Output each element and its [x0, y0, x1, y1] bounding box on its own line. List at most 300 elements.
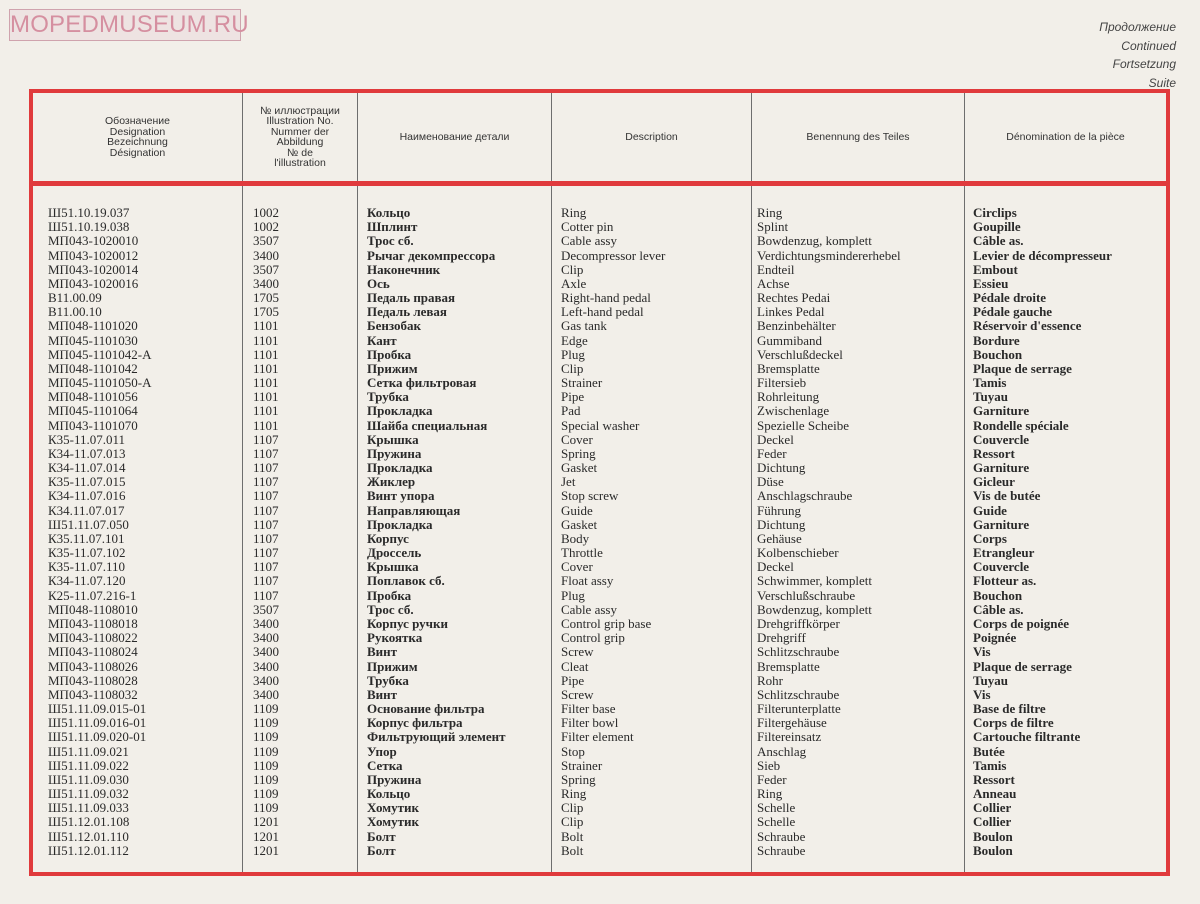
part-name-ru: Основание фильтра — [367, 701, 485, 717]
part-name-de: Linkes Pedal — [757, 304, 825, 320]
illustration-number: 1101 — [253, 346, 279, 362]
part-designation: К35-11.07.015 — [48, 474, 126, 490]
part-name-ru: Педаль левая — [367, 304, 447, 320]
continued-fr: Suite — [1148, 75, 1176, 90]
part-name-fr: Bordure — [973, 332, 1020, 348]
table-row — [33, 801, 1166, 815]
illustration-number: 1101 — [253, 417, 279, 433]
part-name-de: Schlitzschraube — [757, 686, 840, 702]
table-row — [33, 390, 1166, 404]
table-row — [33, 759, 1166, 773]
part-designation: К34-11.07.016 — [48, 488, 126, 504]
part-name-fr: Levier de décompresseur — [973, 247, 1112, 263]
part-name-ru: Ось — [367, 275, 390, 291]
part-name-ru: Корпус — [367, 530, 409, 546]
table-row — [33, 206, 1166, 220]
part-name-fr: Vis — [973, 686, 991, 702]
part-designation: МП043-1108022 — [48, 630, 138, 646]
illustration-number: 1107 — [253, 460, 279, 476]
part-name-fr: Ressort — [973, 445, 1015, 461]
part-description-en: Pipe — [561, 389, 585, 405]
continued-label — [1099, 18, 1176, 92]
table-row — [33, 844, 1166, 858]
part-description-en: Bolt — [561, 842, 584, 858]
part-designation: МП043-1020012 — [48, 247, 139, 263]
part-name-de: Feder — [757, 445, 787, 461]
part-name-ru: Пробка — [367, 587, 412, 603]
part-name-ru: Сетка фильтровая — [367, 375, 477, 391]
part-designation: В11.00.10 — [48, 304, 102, 320]
table-row — [33, 773, 1166, 787]
illustration-number: 1101 — [253, 360, 279, 376]
part-description-en: Cable assy — [561, 601, 617, 617]
part-name-ru: Прокладка — [367, 460, 433, 476]
part-designation: Ш51.11.09.015-01 — [48, 701, 147, 717]
part-name-fr: Tamis — [973, 375, 1007, 391]
part-name-fr: Garniture — [973, 460, 1030, 476]
part-name-de: Benzinbehälter — [757, 318, 836, 334]
part-designation: К34-11.07.013 — [48, 445, 126, 461]
part-description-en: Gas tank — [561, 318, 607, 334]
part-name-ru: Трос сб. — [367, 601, 414, 617]
table-row — [33, 249, 1166, 263]
part-designation: К35-11.07.110 — [48, 559, 126, 575]
part-description-en: Gasket — [561, 516, 598, 532]
part-designation: МП043-1020016 — [48, 275, 139, 291]
table-row — [33, 518, 1166, 532]
header-name-ru-text: Наименование детали — [399, 130, 510, 143]
part-name-ru: Болт — [367, 842, 396, 858]
part-name-fr: Pédale droite — [973, 290, 1047, 306]
table-row — [33, 532, 1166, 546]
part-name-de: Führung — [757, 502, 802, 518]
part-name-ru: Трубка — [367, 672, 409, 688]
table-row — [33, 560, 1166, 574]
part-description-en: Jet — [561, 474, 576, 490]
part-name-fr: Boulon — [973, 842, 1013, 858]
part-name-fr: Pédale gauche — [973, 304, 1053, 320]
part-name-ru: Винт — [367, 686, 398, 702]
part-description-en: Throttle — [561, 545, 603, 561]
part-name-fr: Cartouche filtrante — [973, 729, 1081, 745]
part-name-de: Endteil — [757, 261, 795, 277]
part-name-fr: Embout — [973, 261, 1018, 277]
part-name-ru: Винт упора — [367, 488, 435, 504]
part-name-fr: Gicleur — [973, 474, 1015, 490]
table-row — [33, 433, 1166, 447]
illustration-number: 1107 — [253, 445, 279, 461]
part-name-fr: Corps — [973, 530, 1007, 546]
part-name-de: Schelle — [757, 814, 796, 830]
part-description-en: Ring — [561, 205, 587, 220]
part-description-en: Cleat — [561, 658, 589, 674]
header-illustration-no-text: № иллюстрации Illustration No. Nummer der Abbildung № de l'illustration — [260, 104, 340, 169]
part-designation: МП045-1101030 — [48, 332, 138, 348]
table-row — [33, 475, 1166, 489]
part-name-de: Filterunterplatte — [757, 701, 841, 717]
illustration-number: 1201 — [253, 842, 279, 858]
part-description-en: Cover — [561, 559, 593, 575]
part-description-en: Bolt — [561, 828, 584, 844]
table-row — [33, 348, 1166, 362]
table-row — [33, 787, 1166, 801]
illustration-number: 1201 — [253, 828, 279, 844]
part-name-ru: Пробка — [367, 346, 412, 362]
table-row — [33, 234, 1166, 248]
illustration-number: 1109 — [253, 743, 279, 759]
part-name-fr: Vis de butée — [973, 488, 1041, 504]
part-name-fr: Réservoir d'essence — [973, 318, 1082, 334]
illustration-number: 3400 — [253, 672, 279, 688]
illustration-number: 1107 — [253, 587, 279, 603]
illustration-number: 3400 — [253, 275, 279, 291]
illustration-number: 1705 — [253, 304, 279, 320]
table-row — [33, 745, 1166, 759]
part-description-en: Edge — [561, 332, 588, 348]
part-description-en: Plug — [561, 587, 585, 603]
table-row — [33, 220, 1166, 234]
part-name-ru: Жиклер — [367, 474, 416, 490]
part-description-en: Filter element — [561, 729, 634, 745]
part-designation: К35.11.07.101 — [48, 530, 125, 546]
illustration-number: 1002 — [253, 219, 279, 235]
header-name-ru — [358, 93, 551, 181]
part-description-en: Body — [561, 530, 590, 546]
part-name-ru: Поплавок сб. — [367, 573, 445, 589]
part-description-en: Clip — [561, 360, 584, 376]
continued-en: Continued — [1121, 38, 1176, 53]
part-name-fr: Circlips — [973, 205, 1017, 220]
part-description-en: Control grip — [561, 630, 625, 646]
part-name-fr: Couvercle — [973, 431, 1030, 447]
part-name-de: Dichtung — [757, 516, 806, 532]
part-name-fr: Etrangleur — [973, 545, 1035, 561]
table-row — [33, 702, 1166, 716]
part-description-en: Right-hand pedal — [561, 290, 651, 306]
part-name-de: Ring — [757, 786, 783, 802]
header-designation — [33, 93, 242, 181]
illustration-number: 1107 — [253, 474, 279, 490]
part-name-fr: Collier — [973, 800, 1012, 816]
illustration-number: 1107 — [253, 545, 279, 561]
part-name-fr: Collier — [973, 814, 1012, 830]
table-row — [33, 631, 1166, 645]
part-name-ru: Шайба специальная — [367, 417, 488, 433]
part-name-de: Gehäuse — [757, 530, 802, 546]
part-designation: К35-11.07.011 — [48, 431, 126, 447]
table-row — [33, 334, 1166, 348]
part-name-ru: Кольцо — [367, 786, 411, 802]
part-description-en: Clip — [561, 261, 584, 277]
part-description-en: Gasket — [561, 460, 598, 476]
part-name-de: Drehgriffkörper — [757, 615, 840, 631]
part-name-fr: Ressort — [973, 771, 1015, 787]
illustration-number: 1002 — [253, 205, 279, 220]
part-description-en: Ring — [561, 786, 587, 802]
part-name-de: Deckel — [757, 431, 794, 447]
table-row — [33, 263, 1166, 277]
parts-table-body — [33, 206, 1166, 858]
part-name-fr: Plaque de serrage — [973, 658, 1072, 674]
part-name-de: Achse — [757, 275, 790, 291]
part-name-ru: Направляющая — [367, 502, 461, 518]
illustration-number: 1107 — [253, 502, 279, 518]
table-row — [33, 603, 1166, 617]
parts-table — [29, 89, 1170, 876]
part-description-en: Decompressor lever — [561, 247, 666, 263]
part-designation: Ш51.12.01.108 — [48, 814, 130, 830]
part-name-fr: Tuyau — [973, 389, 1008, 405]
illustration-number: 1109 — [253, 771, 279, 787]
part-name-fr: Bouchon — [973, 346, 1023, 362]
part-name-ru: Болт — [367, 828, 396, 844]
part-name-fr: Poignée — [973, 630, 1017, 646]
part-description-en: Cover — [561, 431, 593, 447]
part-name-de: Schraube — [757, 828, 806, 844]
part-name-fr: Tuyau — [973, 672, 1008, 688]
part-name-fr: Garniture — [973, 516, 1030, 532]
part-designation: К35-11.07.102 — [48, 545, 126, 561]
part-name-ru: Наконечник — [367, 261, 441, 277]
part-name-ru: Прокладка — [367, 516, 433, 532]
illustration-number: 1107 — [253, 573, 279, 589]
part-designation: Ш51.12.01.110 — [48, 828, 129, 844]
part-name-ru: Прижим — [367, 658, 418, 674]
part-name-de: Ring — [757, 205, 783, 220]
part-designation: МП043-1108024 — [48, 644, 138, 660]
table-row — [33, 617, 1166, 631]
part-description-en: Screw — [561, 686, 594, 702]
illustration-number: 1109 — [253, 757, 279, 773]
part-name-de: Bremsplatte — [757, 360, 820, 376]
part-name-fr: Câble as. — [973, 601, 1024, 617]
table-row — [33, 674, 1166, 688]
part-designation: МП048-1101020 — [48, 318, 138, 334]
part-designation: Ш51.11.09.030 — [48, 771, 129, 787]
illustration-number: 3400 — [253, 630, 279, 646]
illustration-number: 1101 — [253, 389, 279, 405]
part-designation: МП043-1108028 — [48, 672, 138, 688]
column-divider — [964, 93, 965, 181]
part-description-en: Strainer — [561, 757, 603, 773]
part-name-de: Verschlußschraube — [757, 587, 856, 603]
part-name-de: Splint — [757, 219, 789, 235]
part-name-ru: Корпус фильтра — [367, 715, 463, 731]
part-description-en: Spring — [561, 445, 596, 461]
part-name-ru: Кольцо — [367, 205, 411, 220]
part-description-en: Pad — [561, 403, 581, 419]
part-description-en: Guide — [561, 502, 593, 518]
part-designation: МП043-1020010 — [48, 233, 139, 249]
part-designation: МП043-1108032 — [48, 686, 138, 702]
table-row — [33, 277, 1166, 291]
illustration-number: 3507 — [253, 233, 279, 249]
illustration-number: 1107 — [253, 530, 279, 546]
part-name-de: Schelle — [757, 800, 796, 816]
illustration-number: 1109 — [253, 715, 279, 731]
continued-de: Fortsetzung — [1112, 57, 1176, 71]
part-description-en: Clip — [561, 814, 584, 830]
part-designation: МП043-1108018 — [48, 615, 138, 631]
illustration-number: 1107 — [253, 559, 279, 575]
part-name-fr: Guide — [973, 502, 1007, 518]
illustration-number: 3400 — [253, 658, 279, 674]
part-description-en: Cotter pin — [561, 219, 614, 235]
table-row — [33, 461, 1166, 475]
part-name-ru: Рычаг декомпрессора — [367, 247, 496, 263]
table-row — [33, 404, 1166, 418]
part-name-ru: Педаль правая — [367, 290, 456, 306]
illustration-number: 1101 — [253, 375, 279, 391]
part-name-de: Rechtes Pedai — [757, 290, 831, 306]
part-name-fr: Plaque de serrage — [973, 360, 1072, 376]
part-designation: К25-11.07.216-1 — [48, 587, 137, 603]
illustration-number: 3400 — [253, 686, 279, 702]
table-row — [33, 688, 1166, 702]
part-description-en: Stop screw — [561, 488, 619, 504]
part-name-de: Zwischenlage — [757, 403, 830, 419]
part-name-ru: Пружина — [367, 771, 422, 787]
part-name-fr: Câble as. — [973, 233, 1024, 249]
illustration-number: 1101 — [253, 318, 279, 334]
header-separator — [33, 181, 1166, 186]
header-name-de — [752, 93, 964, 181]
part-name-fr: Corps de poignée — [973, 615, 1070, 631]
part-name-de: Schraube — [757, 842, 806, 858]
table-row — [33, 645, 1166, 659]
part-name-ru: Крышка — [367, 559, 419, 575]
part-name-ru: Кант — [367, 332, 397, 348]
part-name-de: Deckel — [757, 559, 794, 575]
table-row — [33, 815, 1166, 829]
part-designation: Ш51.11.09.032 — [48, 786, 129, 802]
part-designation: МП043-1101070 — [48, 417, 138, 433]
part-name-ru: Крышка — [367, 431, 419, 447]
part-name-fr: Rondelle spéciale — [973, 417, 1069, 433]
part-name-ru: Трос сб. — [367, 233, 414, 249]
part-name-fr: Corps de filtre — [973, 715, 1054, 731]
part-name-ru: Рукоятка — [367, 630, 423, 646]
part-designation: Ш51.11.09.022 — [48, 757, 129, 773]
part-description-en: Filter bowl — [561, 715, 619, 731]
table-row — [33, 716, 1166, 730]
part-description-en: Cable assy — [561, 233, 617, 249]
part-description-en: Strainer — [561, 375, 603, 391]
header-description-en-text: Description — [625, 130, 678, 143]
part-name-de: Bremsplatte — [757, 658, 820, 674]
table-row — [33, 504, 1166, 518]
table-row — [33, 830, 1166, 844]
illustration-number: 1101 — [253, 332, 279, 348]
part-name-fr: Garniture — [973, 403, 1030, 419]
part-name-de: Düse — [757, 474, 784, 490]
part-description-en: Spring — [561, 771, 596, 787]
part-designation: Ш51.11.09.021 — [48, 743, 129, 759]
part-designation: Ш51.11.09.033 — [48, 800, 129, 816]
illustration-number: 1107 — [253, 431, 279, 447]
part-name-de: Bowdenzug, komplett — [757, 233, 872, 249]
part-name-fr: Boulon — [973, 828, 1013, 844]
table-row — [33, 730, 1166, 744]
part-description-en: Screw — [561, 644, 594, 660]
part-designation: К34.11.07.017 — [48, 502, 125, 518]
part-name-de: Dichtung — [757, 460, 806, 476]
part-name-ru: Корпус ручки — [367, 615, 448, 631]
part-name-ru: Дроссель — [367, 545, 422, 561]
part-designation: В11.00.09 — [48, 290, 102, 306]
part-name-ru: Пружина — [367, 445, 422, 461]
watermark-logo: MOPEDMUSEUM.RU — [9, 9, 241, 41]
continued-ru: Продолжение — [1099, 20, 1176, 34]
illustration-number: 1101 — [253, 403, 279, 419]
part-description-en: Filter base — [561, 701, 616, 717]
part-designation: Ш51.12.01.112 — [48, 842, 129, 858]
part-name-ru: Хомутик — [367, 800, 419, 816]
illustration-number: 1109 — [253, 729, 279, 745]
column-divider — [242, 93, 243, 181]
part-name-ru: Трубка — [367, 389, 409, 405]
part-name-ru: Хомутик — [367, 814, 419, 830]
part-description-en: Left-hand pedal — [561, 304, 644, 320]
part-name-de: Drehgriff — [757, 630, 806, 646]
part-name-ru: Бензобак — [367, 318, 421, 334]
part-name-de: Sieb — [757, 757, 781, 773]
part-designation: Ш51.11.09.020-01 — [48, 729, 147, 745]
part-name-de: Bowdenzug, komplett — [757, 601, 872, 617]
part-designation: МП045-1101042-А — [48, 346, 152, 362]
part-name-fr: Tamis — [973, 757, 1007, 773]
table-row — [33, 447, 1166, 461]
header-name-fr — [965, 93, 1166, 181]
part-name-de: Feder — [757, 771, 787, 787]
part-name-ru: Фильтрующий элемент — [367, 729, 506, 745]
part-name-de: Schwimmer, komplett — [757, 573, 873, 589]
part-name-de: Rohr — [757, 672, 783, 688]
part-description-en: Axle — [561, 275, 587, 291]
table-row — [33, 489, 1166, 503]
illustration-number: 3507 — [253, 601, 279, 617]
illustration-number: 1107 — [253, 488, 279, 504]
illustration-number: 1201 — [253, 814, 279, 830]
part-name-ru: Сетка — [367, 757, 403, 773]
illustration-number: 1109 — [253, 800, 279, 816]
header-description-en — [552, 93, 751, 181]
part-designation: К34-11.07.120 — [48, 573, 126, 589]
part-name-fr: Flotteur as. — [973, 573, 1037, 589]
part-name-fr: Bouchon — [973, 587, 1023, 603]
part-name-de: Verschlußdeckel — [757, 346, 843, 362]
part-designation: МП045-1101064 — [48, 403, 138, 419]
part-name-fr: Vis — [973, 644, 991, 660]
part-description-en: Pipe — [561, 672, 585, 688]
header-designation-text: Обозначение Designation Bezeichnung Désignation — [105, 115, 170, 159]
part-name-de: Spezielle Scheibe — [757, 417, 850, 433]
column-divider — [751, 93, 752, 181]
part-name-de: Anschlagschraube — [757, 488, 853, 504]
table-row — [33, 589, 1166, 603]
table-row — [33, 419, 1166, 433]
part-name-ru: Винт — [367, 644, 398, 660]
column-divider — [357, 93, 358, 181]
part-name-fr: Goupille — [973, 219, 1021, 235]
part-name-de: Verdichtungsmindererhebel — [757, 247, 901, 263]
part-name-de: Filtergehäuse — [757, 715, 827, 731]
part-name-de: Rohrleitung — [757, 389, 820, 405]
part-name-fr: Butée — [973, 743, 1005, 759]
part-designation: Ш51.11.07.050 — [48, 516, 129, 532]
part-description-en: Special washer — [561, 417, 640, 433]
illustration-number: 3400 — [253, 644, 279, 660]
